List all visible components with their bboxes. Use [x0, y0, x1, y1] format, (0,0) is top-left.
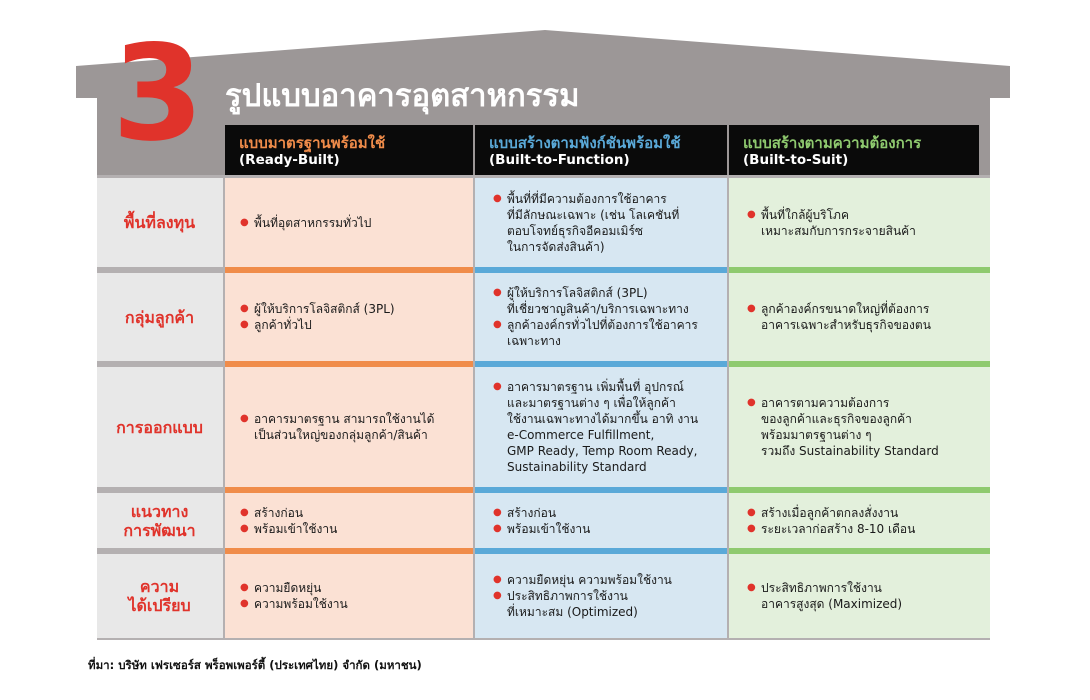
- column-title: แบบมาตรฐานพร้อมใช้: [239, 134, 386, 152]
- bullet-line: e-Commerce Fulfillment,: [507, 428, 655, 442]
- bullet-item: [240, 301, 468, 317]
- bullet-item: [747, 580, 983, 612]
- row-label-line: ความ: [139, 577, 180, 596]
- bullet-line: ในการจัดส่งสินค้า): [507, 239, 605, 254]
- divider-accent-green: [729, 267, 990, 273]
- table-cell: [747, 580, 983, 612]
- divider-accent-blue: [475, 267, 727, 273]
- row-label-line: พื้นที่ลงทุน: [123, 213, 196, 232]
- bullet-line: ● พื้นที่ที่มีความต้องการใช้อาคาร: [507, 191, 667, 206]
- table-cell: [240, 580, 468, 612]
- table-cell: [747, 207, 983, 239]
- bullet-item: [747, 395, 983, 459]
- bullet-line: ● ลูกค้าองค์กรทั่วไปที่ต้องการใช้อาคาร: [507, 318, 698, 332]
- column-header-ready-built: [225, 125, 473, 175]
- bullet-line: พร้อมมาตรฐานต่าง ๆ: [761, 428, 872, 442]
- bullet-item: [747, 521, 983, 537]
- column-header-built-to-function: [475, 125, 727, 175]
- column-bg-ready-built: [225, 178, 473, 638]
- table-cell: [240, 411, 468, 443]
- page-title: รูปแบบอาคารอุตสาหกรรม: [225, 78, 580, 114]
- table-cell: [240, 215, 468, 231]
- bullet-line: ● ลูกค้าองค์กรขนาดใหญ่ที่ต้องการ: [761, 302, 930, 316]
- bullet-line: และมาตรฐานต่าง ๆ เพื่อให้ลูกค้า: [507, 396, 676, 410]
- bullet-line: ● สร้างก่อน: [507, 505, 557, 520]
- bullet-line: ● พร้อมเข้าใช้งาน: [507, 521, 591, 536]
- column-subtitle: (Built-to-Suit): [743, 152, 849, 168]
- bullet-line: เป็นส่วนใหญ่ของกลุ่มลูกค้า/สินค้า: [254, 428, 428, 442]
- bullet-line: อาคารเฉพาะสำหรับธุรกิจของตน: [761, 318, 931, 332]
- table-cell: [493, 191, 723, 255]
- bullet-line: ● ความพร้อมใช้งาน: [254, 597, 348, 611]
- divider-accent-green: [729, 548, 990, 554]
- divider-accent-orange: [225, 487, 473, 493]
- bullet-item: [747, 207, 983, 239]
- divider-accent-green: [729, 487, 990, 493]
- bullet-line: ● ลูกค้าทั่วไป: [254, 318, 312, 332]
- bullet-item: [493, 285, 723, 317]
- bullet-line: ที่มีลักษณะเฉพาะ (เช่น โลเคชันที่: [507, 207, 680, 222]
- bullet-line: ● อาคารมาตรฐาน เพิ่มพื้นที่ อุปกรณ์: [507, 380, 684, 394]
- bullet-line: ● ประสิทธิภาพการใช้งาน: [761, 581, 882, 595]
- divider-accent-blue: [475, 361, 727, 367]
- bullet-line: Sustainability Standard: [507, 460, 647, 474]
- row-label: [97, 308, 222, 327]
- divider-accent-orange: [225, 548, 473, 554]
- bullet-line: ● อาคารมาตรฐาน สามารถใช้งานได้: [254, 412, 435, 426]
- bullet-item: [240, 596, 468, 612]
- divider-accent-blue: [475, 487, 727, 493]
- row-label: [97, 418, 222, 437]
- table-cell: [493, 285, 723, 349]
- bullet-line: อาคารสูงสุด (Maximized): [761, 597, 903, 611]
- table-cell: [747, 395, 983, 459]
- bullet-line: ● อาคารตามความต้องการ: [761, 396, 890, 410]
- bullet-line: ● ผู้ให้บริการโลจิสติกส์ (3PL): [254, 302, 395, 316]
- bullet-item: [240, 215, 468, 231]
- bullet-item: [493, 588, 723, 620]
- bullet-line: เหมาะสมกับการกระจายสินค้า: [761, 223, 916, 238]
- column-subtitle: (Ready-Built): [239, 152, 340, 168]
- bullet-item: [747, 301, 983, 333]
- bullet-item: [493, 505, 723, 521]
- bullet-line: ของลูกค้าและธุรกิจของลูกค้า: [761, 412, 912, 426]
- bullet-line: ● พื้นที่อุตสาหกรรมทั่วไป: [254, 215, 372, 230]
- bullet-line: ● ประสิทธิภาพการใช้งาน: [507, 589, 628, 603]
- bullet-line: ● ผู้ให้บริการโลจิสติกส์ (3PL): [507, 286, 648, 300]
- divider-accent-orange: [225, 361, 473, 367]
- bullet-line: ● สร้างก่อน: [254, 505, 304, 520]
- bullet-item: [493, 521, 723, 537]
- table-cell: [493, 572, 723, 620]
- bullet-item: [240, 411, 468, 443]
- table-cell: [240, 505, 468, 537]
- bullet-item: [240, 521, 468, 537]
- bullet-item: [493, 191, 723, 255]
- big-number: 3: [112, 17, 202, 171]
- column-subtitle: (Built-to-Function): [489, 152, 630, 168]
- bullet-line: ● สร้างเมื่อลูกค้าตกลงสั่งงาน: [761, 505, 899, 520]
- bullet-item: [493, 317, 723, 349]
- bullet-line: ● ระยะเวลาก่อสร้าง 8-10 เดือน: [761, 521, 916, 536]
- bullet-line: ที่เชี่ยวชาญสินค้า/บริการเฉพาะทาง: [507, 302, 689, 316]
- table-cell: [240, 301, 468, 333]
- row-label: [97, 577, 222, 615]
- bullet-line: ● พร้อมเข้าใช้งาน: [254, 521, 338, 536]
- divider-accent-green: [729, 361, 990, 367]
- column-title: แบบสร้างตามฟังก์ชันพร้อมใช้: [489, 134, 681, 152]
- table-cell: [493, 505, 723, 537]
- column-bg-ready-built: [97, 178, 223, 638]
- bullet-line: เฉพาะทาง: [507, 334, 561, 348]
- table-cell: [493, 379, 723, 475]
- divider-accent-orange: [225, 267, 473, 273]
- bullet-line: ตอบโจทย์ธุรกิจอีคอมเมิร์ซ: [507, 223, 644, 238]
- divider-accent-blue: [475, 548, 727, 554]
- column-header-built-to-suit: [729, 125, 979, 175]
- column-title: แบบสร้างตามความต้องการ: [743, 134, 922, 152]
- bullet-line: ● พื้นที่ใกล้ผู้บริโภค: [761, 207, 849, 222]
- bullet-line: ● ความยืดหยุ่น: [254, 581, 322, 595]
- row-label: [97, 502, 222, 540]
- bullet-item: [240, 580, 468, 596]
- bullet-line: ใช้งานเฉพาะทางได้มากขึ้น อาทิ งาน: [507, 412, 699, 426]
- bullet-line: GMP Ready, Temp Room Ready,: [507, 444, 698, 458]
- table-cell: [747, 301, 983, 333]
- bullet-item: [493, 379, 723, 475]
- row-label: [97, 213, 222, 232]
- bullet-item: [747, 505, 983, 521]
- table-cell: [747, 505, 983, 537]
- bullet-item: [240, 505, 468, 521]
- bullet-line: ● ความยืดหยุ่น ความพร้อมใช้งาน: [507, 573, 672, 587]
- bullet-line: รวมถึง Sustainability Standard: [761, 444, 939, 458]
- row-label-line: ได้เปรียบ: [128, 596, 191, 615]
- row-label-line: การออกแบบ: [116, 417, 203, 437]
- bullet-line: ที่เหมาะสม (Optimized): [507, 605, 638, 619]
- source-footer: ที่มา: บริษัท เฟรเซอร์ส พร็อพเพอร์ตี้ (ประเทศไทย) จำกัด (มหาชน): [88, 658, 422, 672]
- bullet-item: [493, 572, 723, 588]
- bullet-item: [240, 317, 468, 333]
- row-label-line: แนวทาง: [130, 501, 189, 521]
- row-label-line: กลุ่มลูกค้า: [124, 307, 195, 327]
- row-label-line: การพัฒนา: [123, 520, 196, 540]
